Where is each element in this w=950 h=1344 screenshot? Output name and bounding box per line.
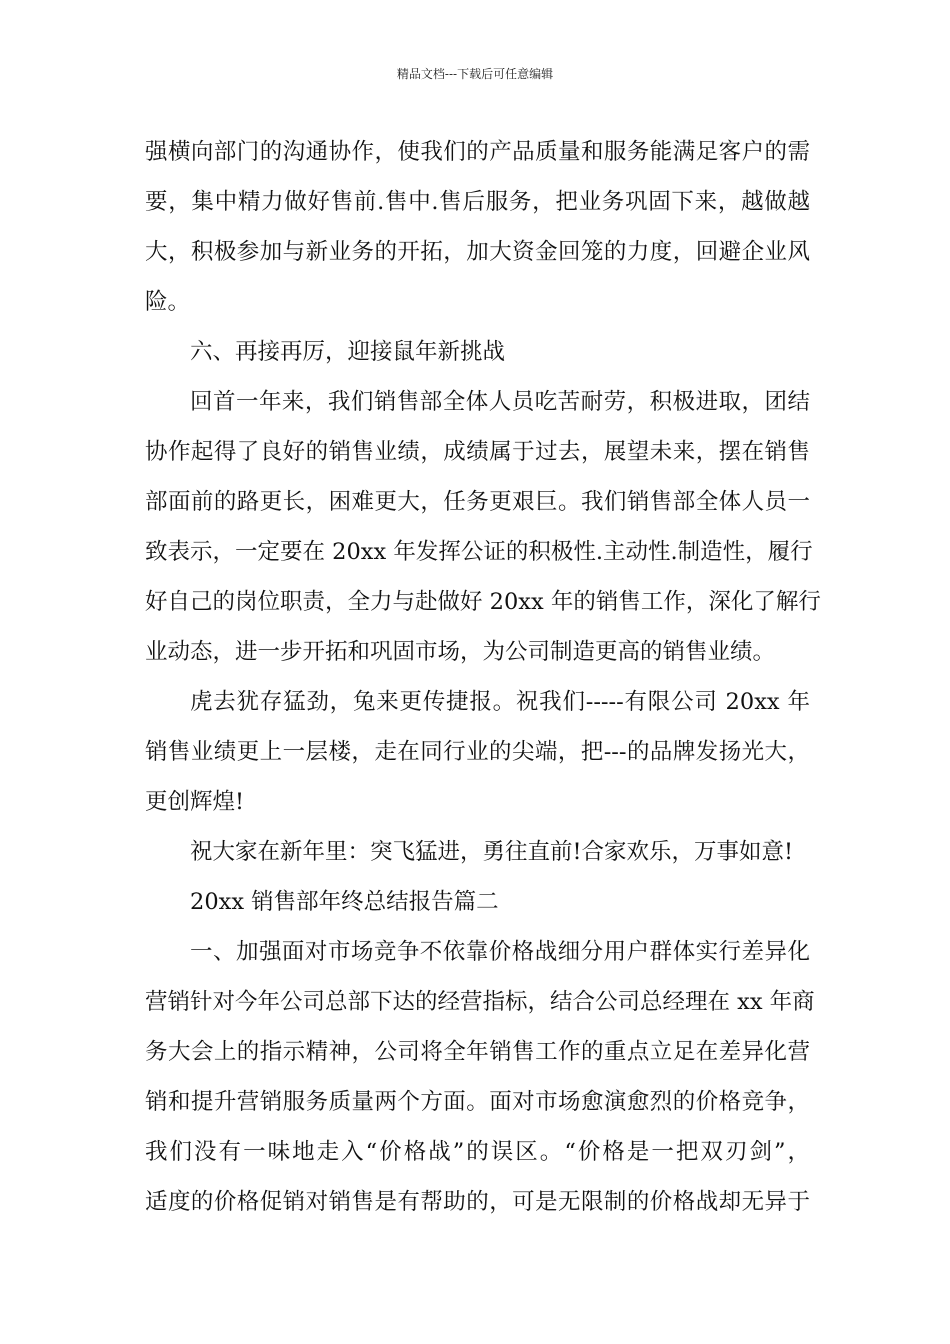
- text-line: 我们没有一味地走入“价格战”的误区。“价格是一把双刃剑”，: [145, 1139, 810, 1165]
- section-heading: 20xx 销售部年终总结报告篇二: [190, 889, 499, 915]
- page-header: 精品文档---下载后可任意编辑: [396, 67, 554, 81]
- text-line: 要，集中精力做好售前.售中.售后服务，把业务巩固下来，越做越: [145, 189, 810, 215]
- text-line: 一、加强面对市场竞争不依靠价格战细分用户群体实行差异化: [190, 939, 810, 965]
- text-line: 业动态，进一步开拓和巩固市场，为公司制造更高的销售业绩。: [145, 639, 776, 665]
- text-line: 好自己的岗位职责，全力与赴做好 20xx 年的销售工作，深化了解行: [145, 589, 821, 615]
- section-heading: 六、再接再厉，迎接鼠年新挑战: [190, 339, 506, 365]
- text-line: 险。: [145, 289, 191, 315]
- text-line: 营销针对今年公司总部下达的经营指标，结合公司总经理在 xx 年商: [145, 989, 815, 1015]
- text-line: 回首一年来，我们销售部全体人员吃苦耐劳，积极进取，团结: [190, 389, 810, 415]
- text-line: 务大会上的指示精神，公司将全年销售工作的重点立足在差异化营: [145, 1039, 810, 1065]
- text-line: 更创辉煌!: [145, 789, 245, 815]
- text-line: 部面前的路更长，困难更大，任务更艰巨。我们销售部全体人员一: [145, 489, 810, 515]
- text-line: 祝大家在新年里：突飞猛进，勇往直前!合家欢乐，万事如意!: [190, 839, 794, 865]
- document-body: [145, 127, 821, 1227]
- text-line: 销售业绩更上一层楼，走在同行业的尖端，把---的品牌发扬光大，: [145, 739, 810, 765]
- text-line: 协作起得了良好的销售业绩，成绩属于过去，展望未来，摆在销售: [145, 439, 810, 465]
- text-line: 强横向部门的沟通协作，使我们的产品质量和服务能满足客户的需: [145, 139, 810, 165]
- text-line: 大，积极参加与新业务的开拓，加大资金回笼的力度，回避企业风: [145, 239, 810, 265]
- text-line: 销和提升营销服务质量两个方面。面对市场愈演愈烈的价格竞争，: [145, 1089, 810, 1115]
- text-line: 虎去犹存猛劲，兔来更传捷报。祝我们-----有限公司 20xx 年: [190, 689, 810, 715]
- text-line: 致表示，一定要在 20xx 年发挥公证的积极性.主动性.制造性，履行: [145, 539, 813, 565]
- text-line: 适度的价格促销对销售是有帮助的，可是无限制的价格战却无异于: [145, 1189, 810, 1215]
